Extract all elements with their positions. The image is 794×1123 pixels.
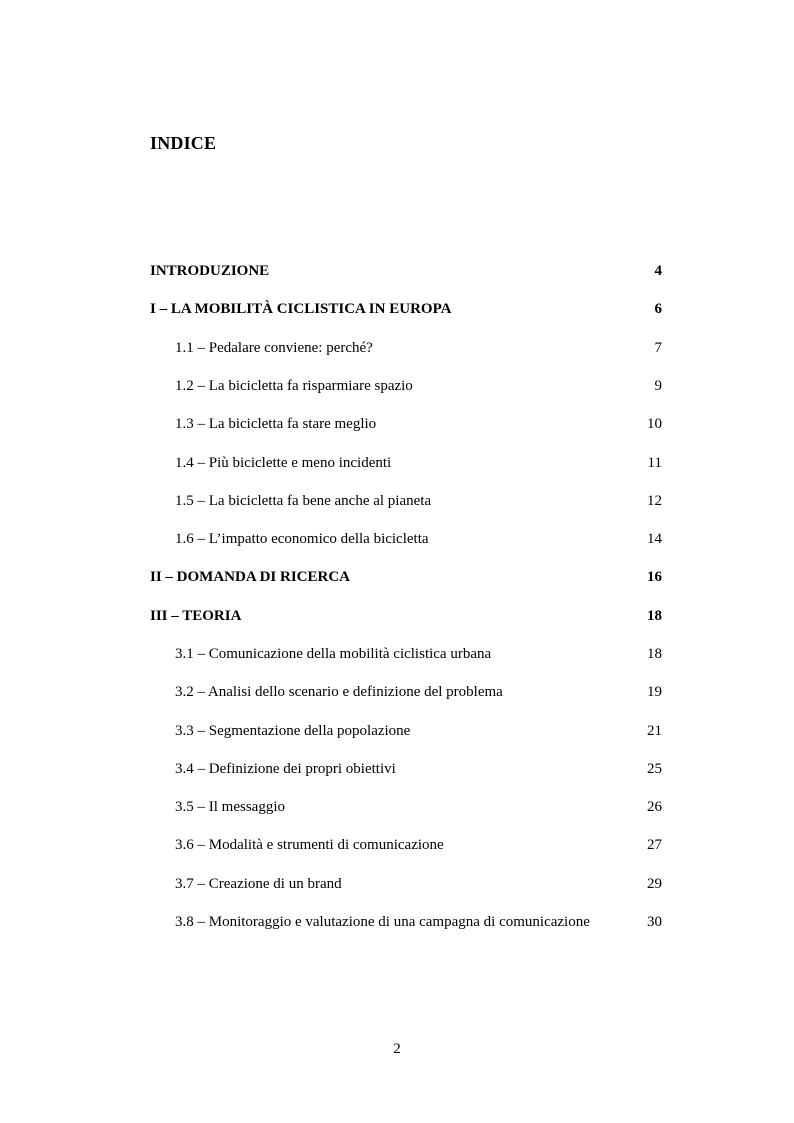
- toc-entry-page: 19: [647, 684, 662, 700]
- toc-entry-page: 9: [654, 378, 662, 394]
- toc-entry-page: 12: [647, 493, 662, 509]
- toc-entry-section-3-2[interactable]: [175, 683, 662, 701]
- toc-entry-section-3-3[interactable]: [175, 722, 662, 740]
- page-title: INDICE: [150, 133, 217, 153]
- toc-entry-page: 30: [647, 914, 662, 930]
- toc-entry-section-1-5[interactable]: [175, 492, 662, 510]
- toc-entry-page: 14: [647, 531, 662, 547]
- toc-entry-page: 27: [647, 837, 662, 853]
- toc-entry-page: 18: [647, 646, 662, 662]
- toc-entry-label: II – DOMANDA DI RICERCA: [150, 569, 351, 585]
- toc-entry-section-3-6[interactable]: [175, 836, 662, 854]
- toc-entry-label: 3.7 – Creazione di un brand: [175, 876, 342, 892]
- toc-entry-page: 25: [647, 761, 662, 777]
- toc-entry-label: INTRODUZIONE: [150, 263, 270, 279]
- toc-entry-section-1-2[interactable]: [175, 377, 662, 395]
- toc-entry-section-3-8[interactable]: [175, 913, 662, 931]
- toc-entry-label: 3.6 – Modalità e strumenti di comunicazione: [175, 837, 444, 853]
- toc-entry-label: 3.8 – Monitoraggio e valutazione di una campagna di comunicazione: [175, 914, 590, 930]
- toc-entry-page: 4: [654, 263, 662, 279]
- toc-entry-page: 18: [647, 608, 662, 624]
- toc-entry-label: III – TEORIA: [150, 608, 242, 624]
- toc-entry-label: 1.1 – Pedalare conviene: perché?: [175, 340, 373, 356]
- toc-entry-chapter-2[interactable]: [150, 568, 662, 586]
- toc-entry-page: 10: [647, 416, 662, 432]
- toc-entry-section-1-4[interactable]: [175, 454, 662, 472]
- toc-entry-section-3-5[interactable]: [175, 798, 662, 816]
- toc-entry-page: 21: [647, 723, 662, 739]
- toc-entry-label: 3.2 – Analisi dello scenario e definizione del problema: [175, 684, 503, 700]
- toc-entry-section-3-4[interactable]: [175, 760, 662, 778]
- toc-entry-label: 1.4 – Più biciclette e meno incidenti: [175, 455, 392, 471]
- toc-entry-chapter-3[interactable]: [150, 607, 662, 625]
- toc-entry-page: 6: [654, 301, 662, 317]
- toc-entry-label: 3.3 – Segmentazione della popolazione: [175, 723, 411, 739]
- toc-entry-label: 3.1 – Comunicazione della mobilità ciclistica urbana: [175, 646, 492, 662]
- toc-entry-label: 1.2 – La bicicletta fa risparmiare spazio: [175, 378, 413, 394]
- toc-entry-page: 11: [647, 455, 662, 471]
- toc-entry-label: 3.4 – Definizione dei propri obiettivi: [175, 761, 396, 777]
- toc-entry-page: 7: [654, 340, 662, 356]
- toc-entry-introduzione[interactable]: [150, 262, 662, 280]
- toc-entry-page: 16: [647, 569, 662, 585]
- toc-entry-page: 26: [647, 799, 662, 815]
- toc-entry-section-3-7[interactable]: [175, 875, 662, 893]
- toc-entry-label: 1.5 – La bicicletta fa bene anche al pianeta: [175, 493, 432, 509]
- toc-entry-label: 1.6 – L’impatto economico della bicicletta: [175, 531, 429, 547]
- footer-page-number: 2: [393, 1041, 401, 1057]
- toc-entry-page: 29: [647, 876, 662, 892]
- toc-entry-section-1-1[interactable]: [175, 339, 662, 357]
- toc-entry-section-3-1[interactable]: [175, 645, 662, 663]
- toc-entry-section-1-3[interactable]: [175, 415, 662, 433]
- toc-entry-section-1-6[interactable]: [175, 530, 662, 548]
- toc-entry-chapter-1[interactable]: [150, 300, 662, 318]
- toc-entry-label: I – LA MOBILITÀ CICLISTICA IN EUROPA: [150, 301, 452, 317]
- toc-entry-label: 1.3 – La bicicletta fa stare meglio: [175, 416, 377, 432]
- toc-entry-label: 3.5 – Il messaggio: [175, 799, 285, 815]
